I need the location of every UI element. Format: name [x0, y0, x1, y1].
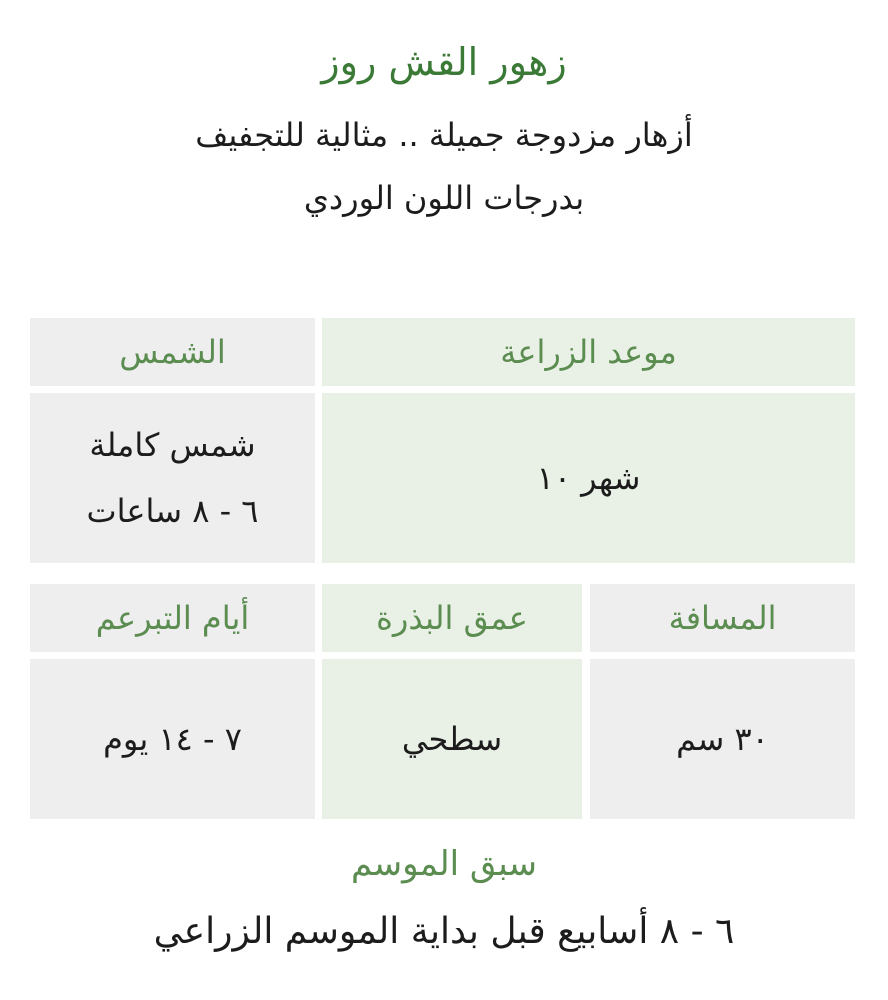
sun-header	[30, 318, 315, 386]
germination-header-label: أيام التبرعم	[95, 599, 250, 637]
sun-value-line-2: ٦ - ٨ ساعات	[86, 492, 259, 530]
subtitle-line-2: بدرجات اللون الوردي	[303, 179, 585, 217]
planting-time-header-label: موعد الزراعة	[500, 333, 677, 371]
germination-value-cell	[30, 659, 315, 819]
sun-value-cell	[30, 393, 315, 563]
seed-depth-value: سطحي	[401, 720, 503, 758]
planting-time-header	[322, 318, 855, 386]
germination-header	[30, 584, 315, 652]
page-title: زهور القش روز	[321, 40, 567, 84]
sun-value-line-1: شمس كاملة	[89, 426, 256, 464]
season-value: ٦ - ٨ أسابيع قبل بداية الموسم الزراعي	[153, 911, 735, 952]
seed-depth-header-label: عمق البذرة	[376, 599, 528, 637]
seed-depth-header	[322, 584, 582, 652]
germination-value: ٧ - ١٤ يوم	[103, 720, 242, 758]
seed-depth-value-cell	[322, 659, 582, 819]
sun-header-label: الشمس	[119, 333, 226, 371]
spacing-value-cell	[590, 659, 855, 819]
season-label: سبق الموسم	[350, 844, 538, 884]
planting-time-value-cell	[322, 393, 855, 563]
subtitle-line-1: أزهار مزدوجة جميلة .. مثالية للتجفيف	[195, 116, 693, 154]
spacing-header-label: المسافة	[668, 599, 777, 637]
planting-time-value: شهر ١٠	[536, 459, 641, 497]
spacing-value: ٣٠ سم	[676, 720, 769, 758]
spacing-header	[590, 584, 855, 652]
